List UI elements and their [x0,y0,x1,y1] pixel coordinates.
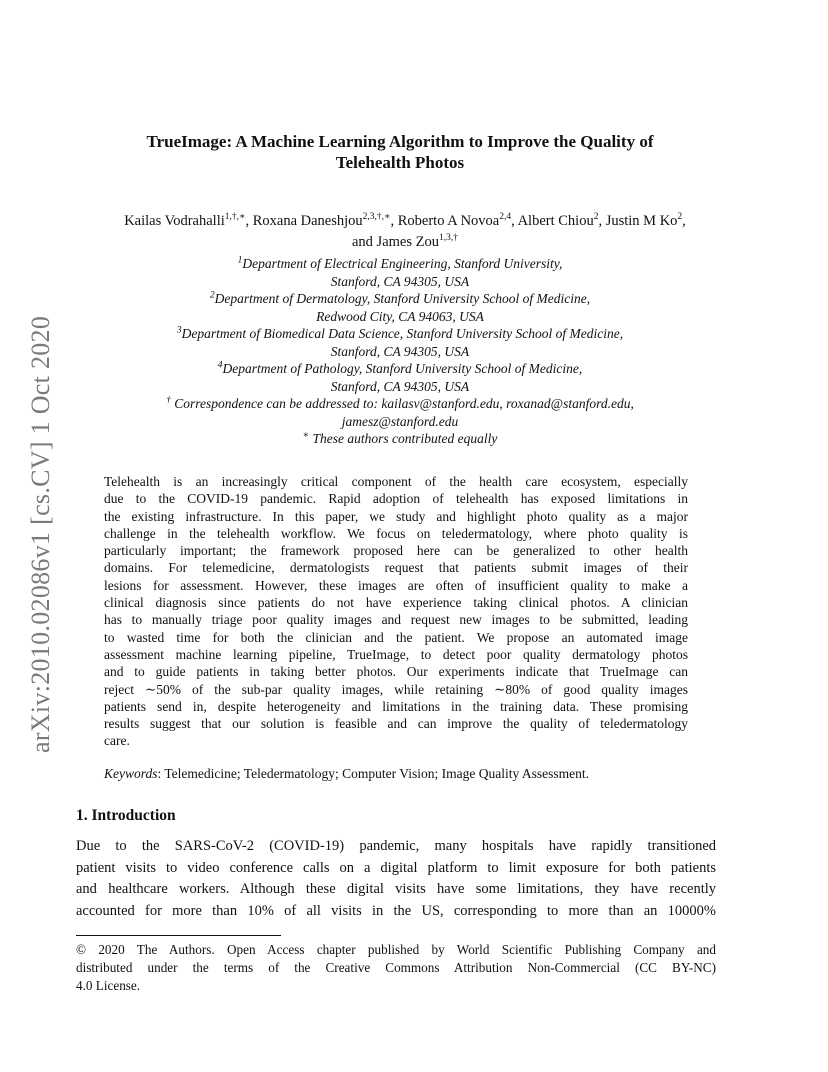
abstract-line: due to the COVID-19 pandemic. Rapid adoption of telehealth has exposed limitations in [104,491,688,507]
author-affiliation-marks: 2 [593,212,599,223]
author-affiliation-marks: 2,4 [499,212,512,223]
footnote-line: 4.0 License. [76,978,141,993]
body-line: accounted for more than 10% of all visits in the US, corresponding to more than an 10000% [76,902,716,919]
title-line-1: TrueImage: A Machine Learning Algorithm to Improve the Quality of [146,132,654,151]
affiliation-text: Department of Electrical Engineering, Stanford University, [242,256,563,271]
footnote-line: distributed under the terms of the Creative Commons Attribution Non-Commercial (CC BY-NC) [76,960,716,975]
abstract-line: assessment machine learning pipeline, TrueImage, to detect poor quality dermatology photos [104,646,688,662]
dagger-mark: † [166,395,171,406]
author-name: and James Zou [352,234,439,250]
correspondence-line-2: jamesz@stanford.edu [341,413,459,429]
affiliation-2-line-2: Redwood City, CA 94063, USA [316,308,484,324]
abstract-line: clinical diagnosis since patients do not have experience taking clinical photos. A clinician [104,595,688,611]
abstract-line: the existing infrastructure. In this paper, we study and highlight photo quality as a major [104,508,688,524]
affiliation-text: Department of Dermatology, Stanford University School of Medicine, [214,291,591,306]
author-separator: , [511,213,518,229]
asterisk-mark: ∗ [302,430,310,441]
author-affiliation-marks: 2 [677,212,683,223]
keywords [104,765,704,782]
author-name: Kailas Vodrahalli [124,213,225,229]
correspondence-line-1 [90,395,710,413]
abstract-line: reject ∼50% of the sub-par quality images, while retaining ∼80% of good quality images [104,681,688,697]
affiliation-mark: 3 [176,325,182,336]
body-line: patient visits to video conference calls on a digital platform to limit exposure for both patients [76,859,716,876]
abstract-line: lesions for assessment. However, these images are often of insufficient quality to make a [104,577,688,593]
affiliation-3-line-1 [90,325,710,343]
affiliation-mark: 2 [209,290,215,301]
footnote-divider [76,935,281,936]
abstract-line: has to manually triage poor quality images and request new images to be submitted, leading [104,612,688,628]
abstract-line: and to guide patients in taking better photos. Our experiments indicate that TrueImage can [104,664,688,680]
abstract-line: Telehealth is an increasingly critical component of the health care ecosystem, especially [104,474,688,489]
affiliation-text: Department of Pathology, Stanford University School of Medicine, [222,361,583,376]
author-separator: , [390,213,398,229]
abstract-line: challenge in the telehealth workflow. We focus on teledermatology, where photo quality is [104,525,688,541]
affiliation-1-line-2: Stanford, CA 94305, USA [330,273,470,289]
abstract-line: domains. For telemedicine, dermatologists request that patients submit images of their [104,560,688,576]
affiliations-block [90,255,710,448]
paper-title [100,131,700,173]
keywords-text: : Telemedicine; Teledermatology; Computer Vision; Image Quality Assessment. [157,766,589,781]
author-affiliation-marks: 1,3,† [438,233,458,244]
footnote-line: © 2020 The Authors. Open Access chapter published by World Scientific Publishing Company and [76,942,716,957]
body-line: and healthcare workers. Although these digital visits have some limitations, they have recently [76,881,716,897]
title-line-2: Telehealth Photos [335,153,465,172]
section-heading: 1. Introduction [76,807,176,824]
author-line-1 [60,211,750,232]
affiliation-1-line-1 [90,255,710,273]
author-line-2 [60,232,750,253]
abstract-line: particularly important; the framework proposed here can be generalized to other health [104,543,688,559]
author-separator: , [245,213,253,229]
copyright-footnote [76,941,716,995]
author-name: Albert Chiou [517,213,594,229]
equal-contribution-note [90,430,710,448]
author-name: Roberto A Novoa [397,213,500,229]
affiliation-4-line-1 [90,360,710,378]
arxiv-identifier-stamp [20,295,56,755]
author-name: Justin M Ko [605,213,678,229]
author-list [60,211,750,253]
author-separator: , [682,213,686,229]
keywords-label: Keywords [104,766,158,781]
body-line: Due to the SARS-CoV-2 (COVID-19) pandemic, many hospitals have rapidly transitioned [76,838,716,854]
arxiv-identifier-text: arXiv:2010.02086v1 [cs.CV] 1 Oct 2020 [26,315,55,753]
affiliation-2-line-1 [90,290,710,308]
correspondence-text: Correspondence can be addressed to: kailasv@stanford.edu, roxanad@stanford.edu, [174,396,634,411]
author-name: Roxana Daneshjou [252,213,363,229]
abstract-line: care. [104,733,130,749]
author-separator: , [598,213,606,229]
author-affiliation-marks: 1,†,∗ [224,212,246,223]
introduction-body [76,836,716,922]
equal-contribution-text: These authors contributed equally [312,431,498,446]
author-affiliation-marks: 2,3,†,∗ [362,212,391,223]
abstract-line: to wasted time for both the clinician and the patient. We propose an automated image [104,629,688,645]
abstract [104,473,688,750]
affiliation-mark: 1 [237,255,243,266]
affiliation-text: Department of Biomedical Data Science, Stanford University School of Medicine, [181,326,624,341]
affiliation-3-line-2: Stanford, CA 94305, USA [330,343,470,359]
affiliation-4-line-2: Stanford, CA 94305, USA [330,378,470,394]
abstract-line: results suggest that our solution is feasible and can improve the quality of teledermatology [104,716,688,732]
affiliation-mark: 4 [217,360,223,371]
abstract-line: patients send in, despite heterogeneity and limitations in the training data. These promising [104,698,688,714]
